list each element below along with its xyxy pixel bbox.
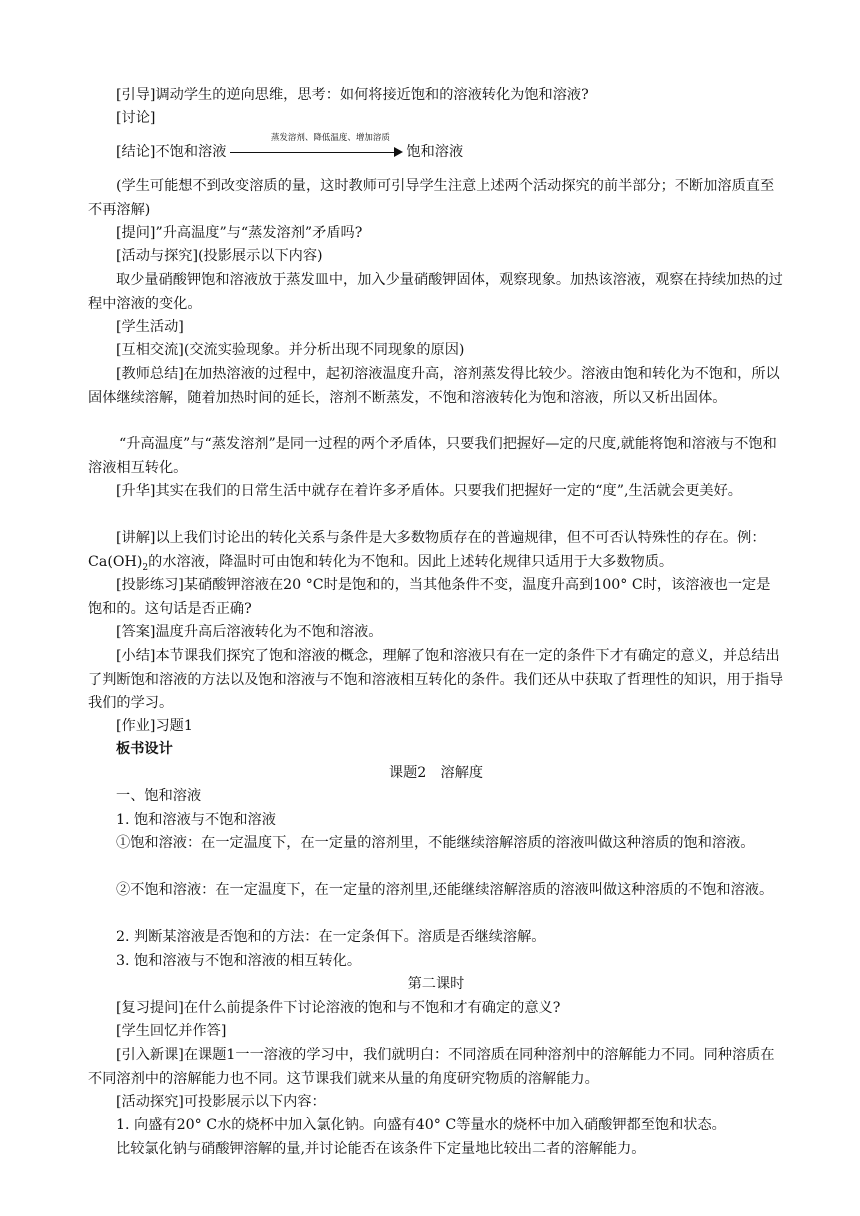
conclusion-left: [结论]不饱和溶液 (116, 144, 227, 160)
paragraph-activity: [活动与探究](投影展示以下内容) (116, 248, 323, 264)
paragraph-guide: [引导]调动学生的逆向思维，思考：如何将接近饱和的溶液转化为饱和溶液? (116, 87, 589, 103)
subscript: 2 (142, 562, 149, 573)
paragraph-activity-explore: [活动探究]可投影展示以下内容： (116, 1094, 326, 1110)
paragraph-question: [提问]”升高温度”与“蒸发溶剂”矛盾吗? (116, 225, 363, 241)
paragraph-homework: [作业]习题1 (116, 718, 193, 734)
paragraph-review: [复习提问]在什么前提条件下讨论溶液的饱和与不饱和才有确定的意义? (116, 1000, 561, 1016)
activity-item-1: 1. 向盛有20° C水的烧杯中加入氯化钠。向盛有40° C等量水的烧杯中加入硝酸钾都至饱和状态。 (116, 1117, 726, 1133)
paragraph-summary: [小结]本节课我们探究了饱和溶液的概念，理解了饱和溶液只有在一定的条件下才有确定的意义，并总结出了判断饱和溶液的方法以及饱和溶液与不饱和溶液相互转化的条件。我们还从中获取了哲理性的知识，用于指导我们的学习。 (88, 648, 784, 712)
paragraph-answer: [答案]温度升高后溶液转化为不饱和溶液。 (116, 624, 383, 640)
paragraph-contradiction: “升高温度”与“蒸发溶剂”是同一过程的两个矛盾体，只要我们把握好—定的尺度,就能将饱和溶液与不饱和溶液相互转化。 (88, 436, 777, 476)
paragraph-teacher-summary: [教师总结]在加热溶液的过程中，起初溶液温度升高，溶剂蒸发得比较少。溶液由饱和转化为不饱和，所以固体继续溶解，随着加热时间的延长，溶剂不断蒸发，不饱和溶液转化为饱和溶液，所以又析出固体。 (88, 366, 780, 406)
paragraph-student-activity: [学生活动] (116, 319, 184, 335)
arrow-line (230, 152, 396, 153)
paragraph-exercise: [投影练习]某硝酸钾溶液在20 °C时是饱和的，当其他条件不变，温度升高到100° C时，该溶液也一定是饱和的。这句话是否正确? (88, 577, 771, 617)
paragraph-recall: [学生回忆并作答] (116, 1023, 227, 1039)
paragraph-discussion: [讨论] (116, 110, 156, 126)
paragraph-conclusion (88, 133, 784, 165)
section-heading-board: 板书设计 (116, 741, 173, 757)
conclusion-right: 饱和溶液 (406, 144, 464, 160)
paragraph-introduction: [引入新课]在课题1一一溶液的学习中，我们就明白：不同溶质在同种溶剂中的溶解能力不同。同种溶质在不同溶剂中的溶解能力也不同。这节课我们就来从量的角度研究物质的溶解能力。 (88, 1047, 775, 1087)
conversion-arrow (228, 133, 404, 158)
outline-item-3: 3. 饱和溶液与不饱和溶液的相互转化。 (116, 953, 362, 969)
outline-saturated: 一、饱和溶液 (116, 788, 202, 804)
paragraph-compare: 比较氯化钠与硝酸钾溶解的量,并讨论能否在该条件下定量地比较出二者的溶解能力。 (116, 1141, 646, 1157)
board-title: 课题2 溶解度 (388, 765, 484, 781)
definition-unsaturated: ②不饱和溶液：在一定温度下，在一定量的溶剂里,还能继续溶解溶质的溶液叫做这种溶质的不饱和溶液。 (116, 882, 774, 898)
paragraph-explanation: [讲解]以上我们讨论出的转化关系与条件是大多数物质存在的普遍规律，但不可否认特殊性的存在。例：$Ca(OH)_2$的水溶液，降温时可由饱和转化为不饱和。因此上述转化规律只适用于大多数物质。 (88, 530, 766, 573)
paragraph-student-hint: (学生可能想不到改变溶质的量，这时教师可引导学生注意上述两个活动探究的前半部分；不断加溶质直至不再溶解) (88, 178, 775, 218)
definition-saturated: ①饱和溶液：在一定温度下，在一定量的溶剂里，不能继续溶解溶质的溶液叫做这种溶质的饱和溶液。 (116, 835, 755, 851)
paragraph-experiment: 取少量硝酸钾饱和溶液放于蒸发皿中，加入少量硝酸钾固体，观察现象。加热该溶液，观察在持续加热的过程中溶液的变化。 (88, 272, 783, 312)
second-lesson-title: 第二课时 (407, 976, 465, 992)
paragraph-exchange: [互相交流](交流实验现象。并分析出现不同现象的原因) (116, 342, 465, 358)
outline-item-1: 1. 饱和溶液与不饱和溶液 (116, 812, 276, 828)
arrow-head-icon (394, 147, 403, 157)
arrow-label: 蒸发溶剂、降低温度、增加溶质 (270, 133, 390, 143)
paragraph-sublimation: [升华]其实在我们的日常生活中就存在着许多矛盾体。只要我们把握好一定的“度”,生活就会更美好。 (116, 483, 742, 499)
outline-item-2: 2. 判断某溶液是否饱和的方法：在一定条佴下。溶质是否继续溶解。 (116, 929, 546, 945)
